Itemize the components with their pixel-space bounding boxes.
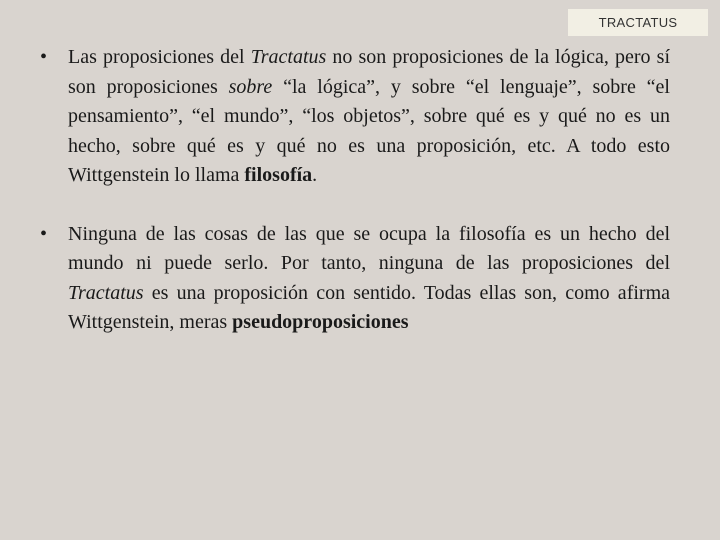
italic-word: sobre [228,75,273,98]
text-run: Ninguna de las cosas de las que se ocupa la filosofía es un hecho del mundo ni puede serlo. Por tanto, ninguna de las proposiciones del [68,222,670,274]
text-run: Las proposiciones del [68,46,251,68]
bullet-item-2 [40,220,670,338]
text-run: “la lógica”, y sobre “el lenguaje”, sobre “el pensamiento”, “el mundo”, “los objetos”, sobre qué es y qué no es un hecho, sobre qué es y qué no es una proposición, etc. A todo esto Wittgenstein lo llama [68,75,670,186]
bullet-list [40,43,670,338]
text-run: es una proposición con sentido. Todas ellas son, como afirma Wittgenstein, meras [68,281,670,333]
bold-term: pseudoproposiciones [232,311,409,333]
text-run: . [312,164,318,186]
bullet-icon: • [40,222,48,245]
header-label: TRACTATUS [598,15,678,30]
italic-title: Tractatus [250,46,327,68]
header-tab [568,9,708,36]
italic-title: Tractatus [68,281,144,304]
bullet-icon: • [40,46,48,68]
text-run: no son proposiciones de la lógica, pero sí son proposiciones [68,46,670,98]
bullet-item-1 [40,43,670,191]
bold-term: filosofía [244,164,313,186]
